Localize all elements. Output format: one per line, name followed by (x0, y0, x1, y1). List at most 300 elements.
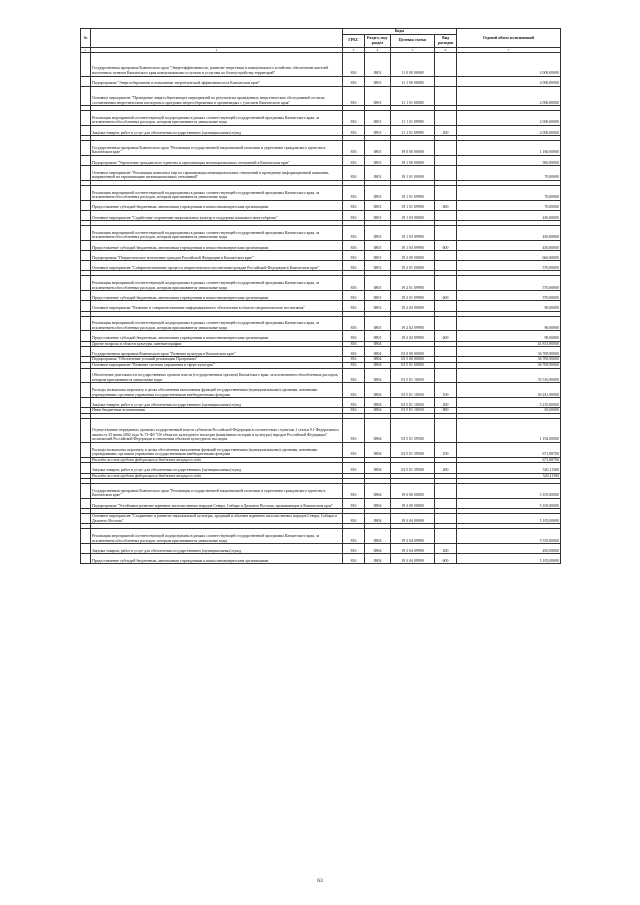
table-row (81, 316, 561, 331)
expense-type-cell (435, 368, 457, 383)
section-cell: 0801 (365, 301, 391, 311)
table-row (81, 301, 561, 311)
name-cell: Предоставление субсидий бюджетным, автономным учреждениям и иным некоммерческим организациям (91, 331, 343, 341)
section-cell: 0801 (365, 185, 391, 200)
table-row (81, 200, 561, 210)
expense-type-cell: 600 (435, 291, 457, 301)
section-cell: 0801 (365, 141, 391, 156)
table-row (81, 240, 561, 250)
target-article-cell: 19 2 02 09990 (391, 316, 435, 331)
expense-type-cell: 100 (435, 383, 457, 398)
section-cell: 0801 (365, 76, 391, 86)
name-cell: Основное мероприятие "Реализация комплекса мер по гармонизации межнациональных отношений и проведение информационной кампании, направленной на гармонизацию межнациональных отношений" (91, 166, 343, 181)
table-row (81, 125, 561, 135)
grbs-cell: 816 (343, 408, 365, 414)
target-article-cell: 03 0 00 00000 (391, 347, 435, 357)
num-cell (81, 166, 91, 181)
num-cell (81, 529, 91, 544)
expense-type-cell (435, 210, 457, 220)
num-cell (81, 226, 91, 241)
annual-amount-cell: 35 516,90000 (457, 368, 561, 383)
budget-table-sheet (80, 28, 560, 564)
table-row (81, 226, 561, 241)
annual-amount-cell: 5 210,00000 (457, 398, 561, 408)
target-article-cell: 19 2 00 00000 (391, 251, 435, 261)
annual-amount-cell: 70,00000 (457, 185, 561, 200)
grbs-cell: 816 (343, 514, 365, 524)
table-row (81, 111, 561, 126)
grbs-cell: 816 (343, 463, 365, 473)
expense-type-cell (435, 166, 457, 181)
target-article-cell: 03 5 01 10030 (391, 383, 435, 398)
grbs-cell: 816 (343, 111, 365, 126)
name-cell: Реализация мероприятий соответствующей подпрограммы в рамках соответствующей государственной программы Камчатского края, за исключением обособленных расходов, которым присваиваются уникальные коды (91, 111, 343, 126)
annual-amount-cell: 65,00000 (457, 408, 561, 414)
table-row (81, 331, 561, 341)
grbs-cell: 816 (343, 418, 365, 442)
expense-type-cell (435, 226, 457, 241)
name-cell: Основное мероприятие "Развитие системы управления в сфере культуры" (91, 363, 343, 369)
target-article-cell: 03 5 01 59500 (391, 418, 435, 442)
target-article-cell: 19 1 03 09990 (391, 240, 435, 250)
name-cell: Расходы на выплаты персоналу в целях обеспечения выполнения функций государственными (муниципальными) органами, казенными учреждениями, органами управления государственными внебюджетными фондами (91, 442, 343, 457)
expense-type-cell (435, 76, 457, 86)
num-cell (81, 484, 91, 499)
annual-amount-cell: 5 555,00000 (457, 529, 561, 544)
annual-amount-cell: 36 708,90000 (457, 357, 561, 363)
name-cell: Реализация мероприятий соответствующей подпрограммы в рамках соответствующей государственной программы Камчатского края, за исключением обособленных расходов, которым присваиваются уникальные коды (91, 529, 343, 544)
grbs-cell: 816 (343, 200, 365, 210)
name-cell: Реализация мероприятий соответствующей подпрограммы в рамках соответствующей государственной программы Камчатского края, за исключением обособленных расходов, которым присваиваются уникальные коды (91, 316, 343, 331)
grbs-cell: 816 (343, 166, 365, 181)
table-row (81, 368, 561, 383)
name-cell: Предоставление субсидий бюджетным, автономным учреждениям и иным некоммерческим организациям (91, 554, 343, 564)
target-article-cell: 19 3 00 00000 (391, 498, 435, 508)
expense-type-cell: 800 (435, 408, 457, 414)
column-index-cell: 2 (91, 47, 343, 52)
num-cell (81, 316, 91, 331)
num-cell (81, 200, 91, 210)
grbs-cell: 816 (343, 544, 365, 554)
num-cell (81, 86, 91, 105)
target-article-cell: 19 2 02 09990 (391, 331, 435, 341)
num-cell (81, 463, 91, 473)
annual-amount-cell: 90,00000 (457, 316, 561, 331)
section-cell: 0804 (365, 514, 391, 524)
section-cell: 0804 (365, 341, 391, 347)
expense-type-cell: 100 (435, 442, 457, 457)
section-cell: 0804 (365, 529, 391, 544)
grbs-cell: 816 (343, 125, 365, 135)
annual-amount-cell: 450,00000 (457, 544, 561, 554)
target-article-cell: 19 2 01 09990 (391, 291, 435, 301)
grbs-cell: 816 (343, 316, 365, 331)
annual-amount-cell: 36 708,90000 (457, 347, 561, 357)
num-cell (81, 347, 91, 357)
name-cell: Подпрограмма "Укрепление гражданского единства и гармонизация межнациональных отношений в Камчатском крае" (91, 155, 343, 165)
annual-amount-cell: 2 000,00000 (457, 52, 561, 76)
grbs-cell: 816 (343, 251, 365, 261)
annual-amount-cell: 2 000,00000 (457, 125, 561, 135)
expense-type-cell (435, 276, 457, 291)
expense-type-cell (435, 529, 457, 544)
table-row (81, 155, 561, 165)
target-article-cell: 03 5 01 59500 (391, 463, 435, 473)
section-cell: 0804 (365, 554, 391, 564)
section-cell: 0801 (365, 316, 391, 331)
name-cell: Иные бюджетные ассигнования (91, 408, 343, 414)
num-cell (81, 251, 91, 261)
annual-amount-cell: 430,00000 (457, 226, 561, 241)
section-cell: 0801 (365, 276, 391, 291)
table-row (81, 141, 561, 156)
table-row (81, 76, 561, 86)
expense-type-cell: 600 (435, 554, 457, 564)
target-article-cell: 19 0 00 00000 (391, 484, 435, 499)
section-cell: 0801 (365, 86, 391, 105)
col-section-header: Раздел, под-раздел (365, 34, 391, 47)
section-cell: 0804 (365, 544, 391, 554)
num-cell (81, 291, 91, 301)
annual-amount-cell: 5 105,00000 (457, 498, 561, 508)
name-cell: Предоставление субсидий бюджетным, автономным учреждениям и иным некоммерческим организациям (91, 291, 343, 301)
expense-type-cell (435, 185, 457, 200)
expense-type-cell: 600 (435, 240, 457, 250)
name-cell: Расходы за счет средств федерального бюджета текущего года (91, 473, 343, 479)
num-cell (81, 331, 91, 341)
grbs-cell: 816 (343, 291, 365, 301)
annual-amount-cell: 36 708,90000 (457, 363, 561, 369)
table-row (81, 291, 561, 301)
table-row (81, 498, 561, 508)
grbs-cell: 816 (343, 442, 365, 457)
name-cell: Основное мероприятие "Содействие сохранению национальных культур и поддержка языкового многообразия" (91, 210, 343, 220)
table-row (81, 484, 561, 499)
target-article-cell: 19 2 01 09990 (391, 276, 435, 291)
table-row (81, 398, 561, 408)
target-article-cell: 19 1 01 09990 (391, 200, 435, 210)
section-cell: 0801 (365, 155, 391, 165)
section-cell: 0801 (365, 291, 391, 301)
num-cell (81, 383, 91, 398)
num-cell (81, 141, 91, 156)
annual-amount-cell: 1 160,00000 (457, 141, 561, 156)
table-row (81, 529, 561, 544)
grbs-cell: 816 (343, 498, 365, 508)
grbs-cell: 816 (343, 261, 365, 271)
grbs-cell: 816 (343, 347, 365, 357)
table-row (81, 52, 561, 76)
target-article-cell: 19 1 01 09990 (391, 185, 435, 200)
section-cell: 0804 (365, 498, 391, 508)
grbs-cell: 816 (343, 52, 365, 76)
target-article-cell: 19 3 04 00000 (391, 514, 435, 524)
target-article-cell: 19 0 00 00000 (391, 141, 435, 156)
grbs-cell: 816 (343, 363, 365, 369)
section-cell: 0801 (365, 261, 391, 271)
table-row (81, 251, 561, 261)
expense-type-cell: 200 (435, 544, 457, 554)
name-cell: Реализация мероприятий соответствующей подпрограммы в рамках соответствующей государственной программы Камчатского края, за исключением обособленных расходов, которым присваиваются уникальные коды (91, 185, 343, 200)
expense-type-cell (435, 141, 457, 156)
table-row (81, 554, 561, 564)
col-grbs-header: ГРБС (343, 34, 365, 47)
table-row (81, 514, 561, 524)
grbs-cell: 816 (343, 141, 365, 156)
name-cell: Государственная программа Камчатского края "Энергоэффективность, развитие энергетики и коммунального хозяйства, обеспечение жителей населенных пунктов Камчатского края коммунальными услугами и услугами по благоустройству территорий" (91, 52, 343, 76)
name-cell: Реализация мероприятий соответствующей подпрограммы в рамках соответствующей государственной программы Камчатского края, за исключением обособленных расходов, которым присваиваются уникальные коды (91, 226, 343, 241)
expense-type-cell (435, 301, 457, 311)
num-cell (81, 111, 91, 126)
grbs-cell: 816 (343, 398, 365, 408)
grbs-cell: 816 (343, 341, 365, 347)
annual-amount-cell: 2 000,00000 (457, 76, 561, 86)
target-article-cell: 11 1 01 09990 (391, 111, 435, 126)
annual-amount-cell: 5 105,00000 (457, 554, 561, 564)
num-cell (81, 185, 91, 200)
annual-amount-cell: 430,00000 (457, 240, 561, 250)
grbs-cell: 816 (343, 86, 365, 105)
annual-amount-cell: 5 105,00000 (457, 514, 561, 524)
annual-amount-cell: 430,00000 (457, 210, 561, 220)
section-cell: 0801 (365, 125, 391, 135)
section-cell: 0804 (365, 418, 391, 442)
num-cell (81, 398, 91, 408)
name-cell: Закупка товаров, работ и услуг для обеспечения государственных (муниципальных) нужд (91, 544, 343, 554)
grbs-cell: 816 (343, 368, 365, 383)
target-article-cell: 03 5 01 10030 (391, 398, 435, 408)
table-row (81, 463, 561, 473)
expense-type-cell (435, 514, 457, 524)
grbs-cell: 816 (343, 210, 365, 220)
name-cell: Расходы на выплаты персоналу в целях обеспечения выполнения функций государственными (муниципальными) органами, казенными учреждениями, органами управления государственными внебюджетными фондами (91, 383, 343, 398)
grbs-cell: 816 (343, 357, 365, 363)
table-body (81, 52, 561, 564)
name-cell: Расходы за счет средств федерального бюджета текущего года (91, 457, 343, 463)
name-cell: Государственная программа Камчатского края "Развитие культуры в Камчатском крае" (91, 347, 343, 357)
expense-type-cell: 200 (435, 398, 457, 408)
name-cell: Подпрограмма "Обеспечение условий реализации Программы" (91, 357, 343, 363)
col-annual-header: Годовой объем ассигнований (457, 29, 561, 48)
name-cell: Подпрограмма "Энергосбережение и повышение энергетической эффективности в Камчатском крае" (91, 76, 343, 86)
annual-amount-cell: 671,88700 (457, 442, 561, 457)
column-index-cell: 1 (81, 47, 91, 52)
name-cell: Другие вопросы в области культуры, кинематографии (91, 341, 343, 347)
table-row (81, 166, 561, 181)
column-index-cell: 3 (343, 47, 365, 52)
section-cell: 0804 (365, 484, 391, 499)
annual-amount-cell: 5 105,00000 (457, 484, 561, 499)
table-row (81, 418, 561, 442)
section-cell: 0804 (365, 368, 391, 383)
col-codes-header: Коды (343, 29, 457, 35)
grbs-cell: 816 (343, 76, 365, 86)
section-cell: 0801 (365, 331, 391, 341)
table-row (81, 442, 561, 457)
table-row (81, 86, 561, 105)
annual-amount-cell: 660,00000 (457, 251, 561, 261)
num-cell (81, 418, 91, 442)
grbs-cell: 816 (343, 240, 365, 250)
num-cell (81, 240, 91, 250)
section-cell: 0804 (365, 442, 391, 457)
name-cell: Реализация мероприятий соответствующей подпрограммы в рамках соответствующей государственной программы Камчатского края, за исключением обособленных расходов, которым присваиваются уникальные коды (91, 276, 343, 291)
section-cell: 0804 (365, 357, 391, 363)
grbs-cell: 816 (343, 554, 365, 564)
page-number: 63 (317, 878, 323, 884)
target-article-cell: 03 5 01 59500 (391, 442, 435, 457)
name-cell: Закупка товаров, работ и услуг для обеспечения государственных (муниципальных) нужд (91, 398, 343, 408)
annual-amount-cell: 570,00000 (457, 291, 561, 301)
num-cell (81, 76, 91, 86)
section-cell: 0801 (365, 111, 391, 126)
num-cell (81, 514, 91, 524)
column-index-cell: 7 (457, 47, 561, 52)
grbs-cell: 816 (343, 226, 365, 241)
annual-amount-cell: 520,11300 (457, 463, 561, 473)
annual-amount-cell: 1 192,00000 (457, 418, 561, 442)
section-cell: 0801 (365, 166, 391, 181)
section-cell: 0801 (365, 251, 391, 261)
grbs-cell: 816 (343, 185, 365, 200)
name-cell: Подпрограмма "Патриотическое воспитание граждан Российской Федерации в Камчатском крае" (91, 251, 343, 261)
num-cell (81, 210, 91, 220)
annual-amount-cell: 70,00000 (457, 166, 561, 181)
target-article-cell: 11 0 00 00000 (391, 52, 435, 76)
target-article-cell: 19 1 03 00000 (391, 210, 435, 220)
target-article-cell: 19 3 04 09990 (391, 554, 435, 564)
col-target-header: Целевая статья (391, 34, 435, 47)
column-index-cell: 4 (365, 47, 391, 52)
annual-amount-cell: 90,00000 (457, 331, 561, 341)
section-cell: 0804 (365, 383, 391, 398)
col-num-header: № (81, 29, 91, 48)
target-article-cell: 03 5 01 00000 (391, 363, 435, 369)
num-cell (81, 368, 91, 383)
num-cell (81, 554, 91, 564)
target-article-cell: 19 1 01 00000 (391, 166, 435, 181)
expense-type-cell (435, 251, 457, 261)
annual-amount-cell: 41 813,90000 (457, 341, 561, 347)
name-cell: Основное мероприятие "Проведение энергосберегающих мероприятий по результатам проведенных энергетических обследований согласно составленным энергетическим паспортам и программ энергосбережения в организациях с участием Камчатского края" (91, 86, 343, 105)
column-index-cell: 5 (391, 47, 435, 52)
expense-type-cell (435, 498, 457, 508)
num-cell (81, 261, 91, 271)
grbs-cell: 816 (343, 276, 365, 291)
table-row (81, 544, 561, 554)
section-cell: 0804 (365, 398, 391, 408)
name-cell: Обеспечение деятельности государственных органов власти (государственных органов) Камчатского края, за исключением обособленных расходов, которым присваиваются уникальные коды (91, 368, 343, 383)
name-cell: Подпрограмма "Устойчивое развитие коренных малочисленных народов Севера, Сибири и Дальнего Востока, проживающих в Камчатском крае" (91, 498, 343, 508)
name-cell: Закупка товаров, работ и услуг для обеспечения государственных (муниципальных) нужд (91, 125, 343, 135)
table-row (81, 210, 561, 220)
name-cell: Основное мероприятие "Сохранение и развитие национальной культуры, традиций и обычаев коренных малочисленных народов Севера, Сибири и Дальнего Востока" (91, 514, 343, 524)
expense-type-cell (435, 86, 457, 105)
target-article-cell: 03 5 01 10030 (391, 408, 435, 414)
name-cell: Предоставление субсидий бюджетным, автономным учреждениям и иным некоммерческим организациям (91, 240, 343, 250)
target-article-cell: 19 3 04 09990 (391, 544, 435, 554)
expense-type-cell (435, 111, 457, 126)
grbs-cell: 816 (343, 301, 365, 311)
table-row (81, 185, 561, 200)
target-article-cell: 11 1 00 00000 (391, 76, 435, 86)
name-cell: Основное мероприятие "Совершенствование процесса патриотического воспитания граждан Российской Федерации в Камчатском крае" (91, 261, 343, 271)
expense-type-cell: 200 (435, 125, 457, 135)
grbs-cell: 816 (343, 484, 365, 499)
expense-type-cell: 600 (435, 331, 457, 341)
target-article-cell: 19 2 01 00000 (391, 261, 435, 271)
name-cell: Государственная программа Камчатского края "Реализация государственной национальной политики и укрепление гражданского единства в Камчатском крае" (91, 141, 343, 156)
name-cell: Закупка товаров, работ и услуг для обеспечения государственных (муниципальных) нужд (91, 463, 343, 473)
budget-table (80, 28, 561, 564)
annual-amount-cell: 2 000,00000 (457, 111, 561, 126)
annual-amount-cell: 70,00000 (457, 200, 561, 210)
section-cell: 0804 (365, 408, 391, 414)
target-article-cell: 19 2 02 00000 (391, 301, 435, 311)
target-article-cell: 19 1 00 00000 (391, 155, 435, 165)
name-cell: Государственная программа Камчатского края "Реализация государственной национальной политики и укрепление гражданского единства в Камчатском крае" (91, 484, 343, 499)
num-cell (81, 301, 91, 311)
table-row (81, 261, 561, 271)
name-cell: Предоставление субсидий бюджетным, автономным учреждениям и иным некоммерческим организациям (91, 200, 343, 210)
section-cell: 0801 (365, 52, 391, 76)
expense-type-cell (435, 484, 457, 499)
name-cell: Основное мероприятие "Развитие и совершенствование информационного обеспечения в области патриотического воспитания" (91, 301, 343, 311)
annual-amount-cell: 671,88700 (457, 457, 561, 463)
annual-amount-cell: 570,00000 (457, 261, 561, 271)
section-cell: 0804 (365, 463, 391, 473)
expense-type-cell (435, 261, 457, 271)
grbs-cell: 816 (343, 155, 365, 165)
grbs-cell: 816 (343, 383, 365, 398)
table-row (81, 347, 561, 357)
section-cell: 0801 (365, 240, 391, 250)
grbs-cell: 816 (343, 529, 365, 544)
annual-amount-cell: 520,11300 (457, 473, 561, 479)
grbs-cell: 816 (343, 331, 365, 341)
section-cell: 0804 (365, 347, 391, 357)
annual-amount-cell: 500,00000 (457, 155, 561, 165)
name-cell: Осуществление переданных органам государственной власти субъектов Российской Федерации в соответствии с пунктом 1 статьи 9.1 Федерального закона от 25 июня 2002 года № 73-ФЗ "Об объектах культурного наследия (памятниках истории и культуры) народов Российской Федерации" полномочий Российской Федерации в отношении объектов культурного наследия (91, 418, 343, 442)
annual-amount-cell: 30 241,90000 (457, 383, 561, 398)
expense-type-cell: 600 (435, 200, 457, 210)
num-cell (81, 125, 91, 135)
target-article-cell: 11 1 01 09990 (391, 125, 435, 135)
table-row (81, 383, 561, 398)
section-cell: 0804 (365, 363, 391, 369)
section-cell: 0801 (365, 210, 391, 220)
target-article-cell: 03 5 01 10030 (391, 368, 435, 383)
num-cell (81, 544, 91, 554)
expense-type-cell (435, 155, 457, 165)
annual-amount-cell: 2 000,00000 (457, 86, 561, 105)
table-header (81, 29, 561, 53)
section-cell: 0801 (365, 200, 391, 210)
table-row (81, 276, 561, 291)
target-article-cell: 19 1 03 09990 (391, 226, 435, 241)
expense-type-cell (435, 347, 457, 357)
expense-type-cell (435, 418, 457, 442)
target-article-cell: 03 5 00 00000 (391, 357, 435, 363)
annual-amount-cell: 570,00000 (457, 276, 561, 291)
expense-type-cell: 200 (435, 463, 457, 473)
num-cell (81, 52, 91, 76)
col-expense-type-header: Вид расходов (435, 34, 457, 47)
expense-type-cell (435, 52, 457, 76)
num-cell (81, 276, 91, 291)
column-index-cell: 6 (435, 47, 457, 52)
expense-type-cell (435, 316, 457, 331)
